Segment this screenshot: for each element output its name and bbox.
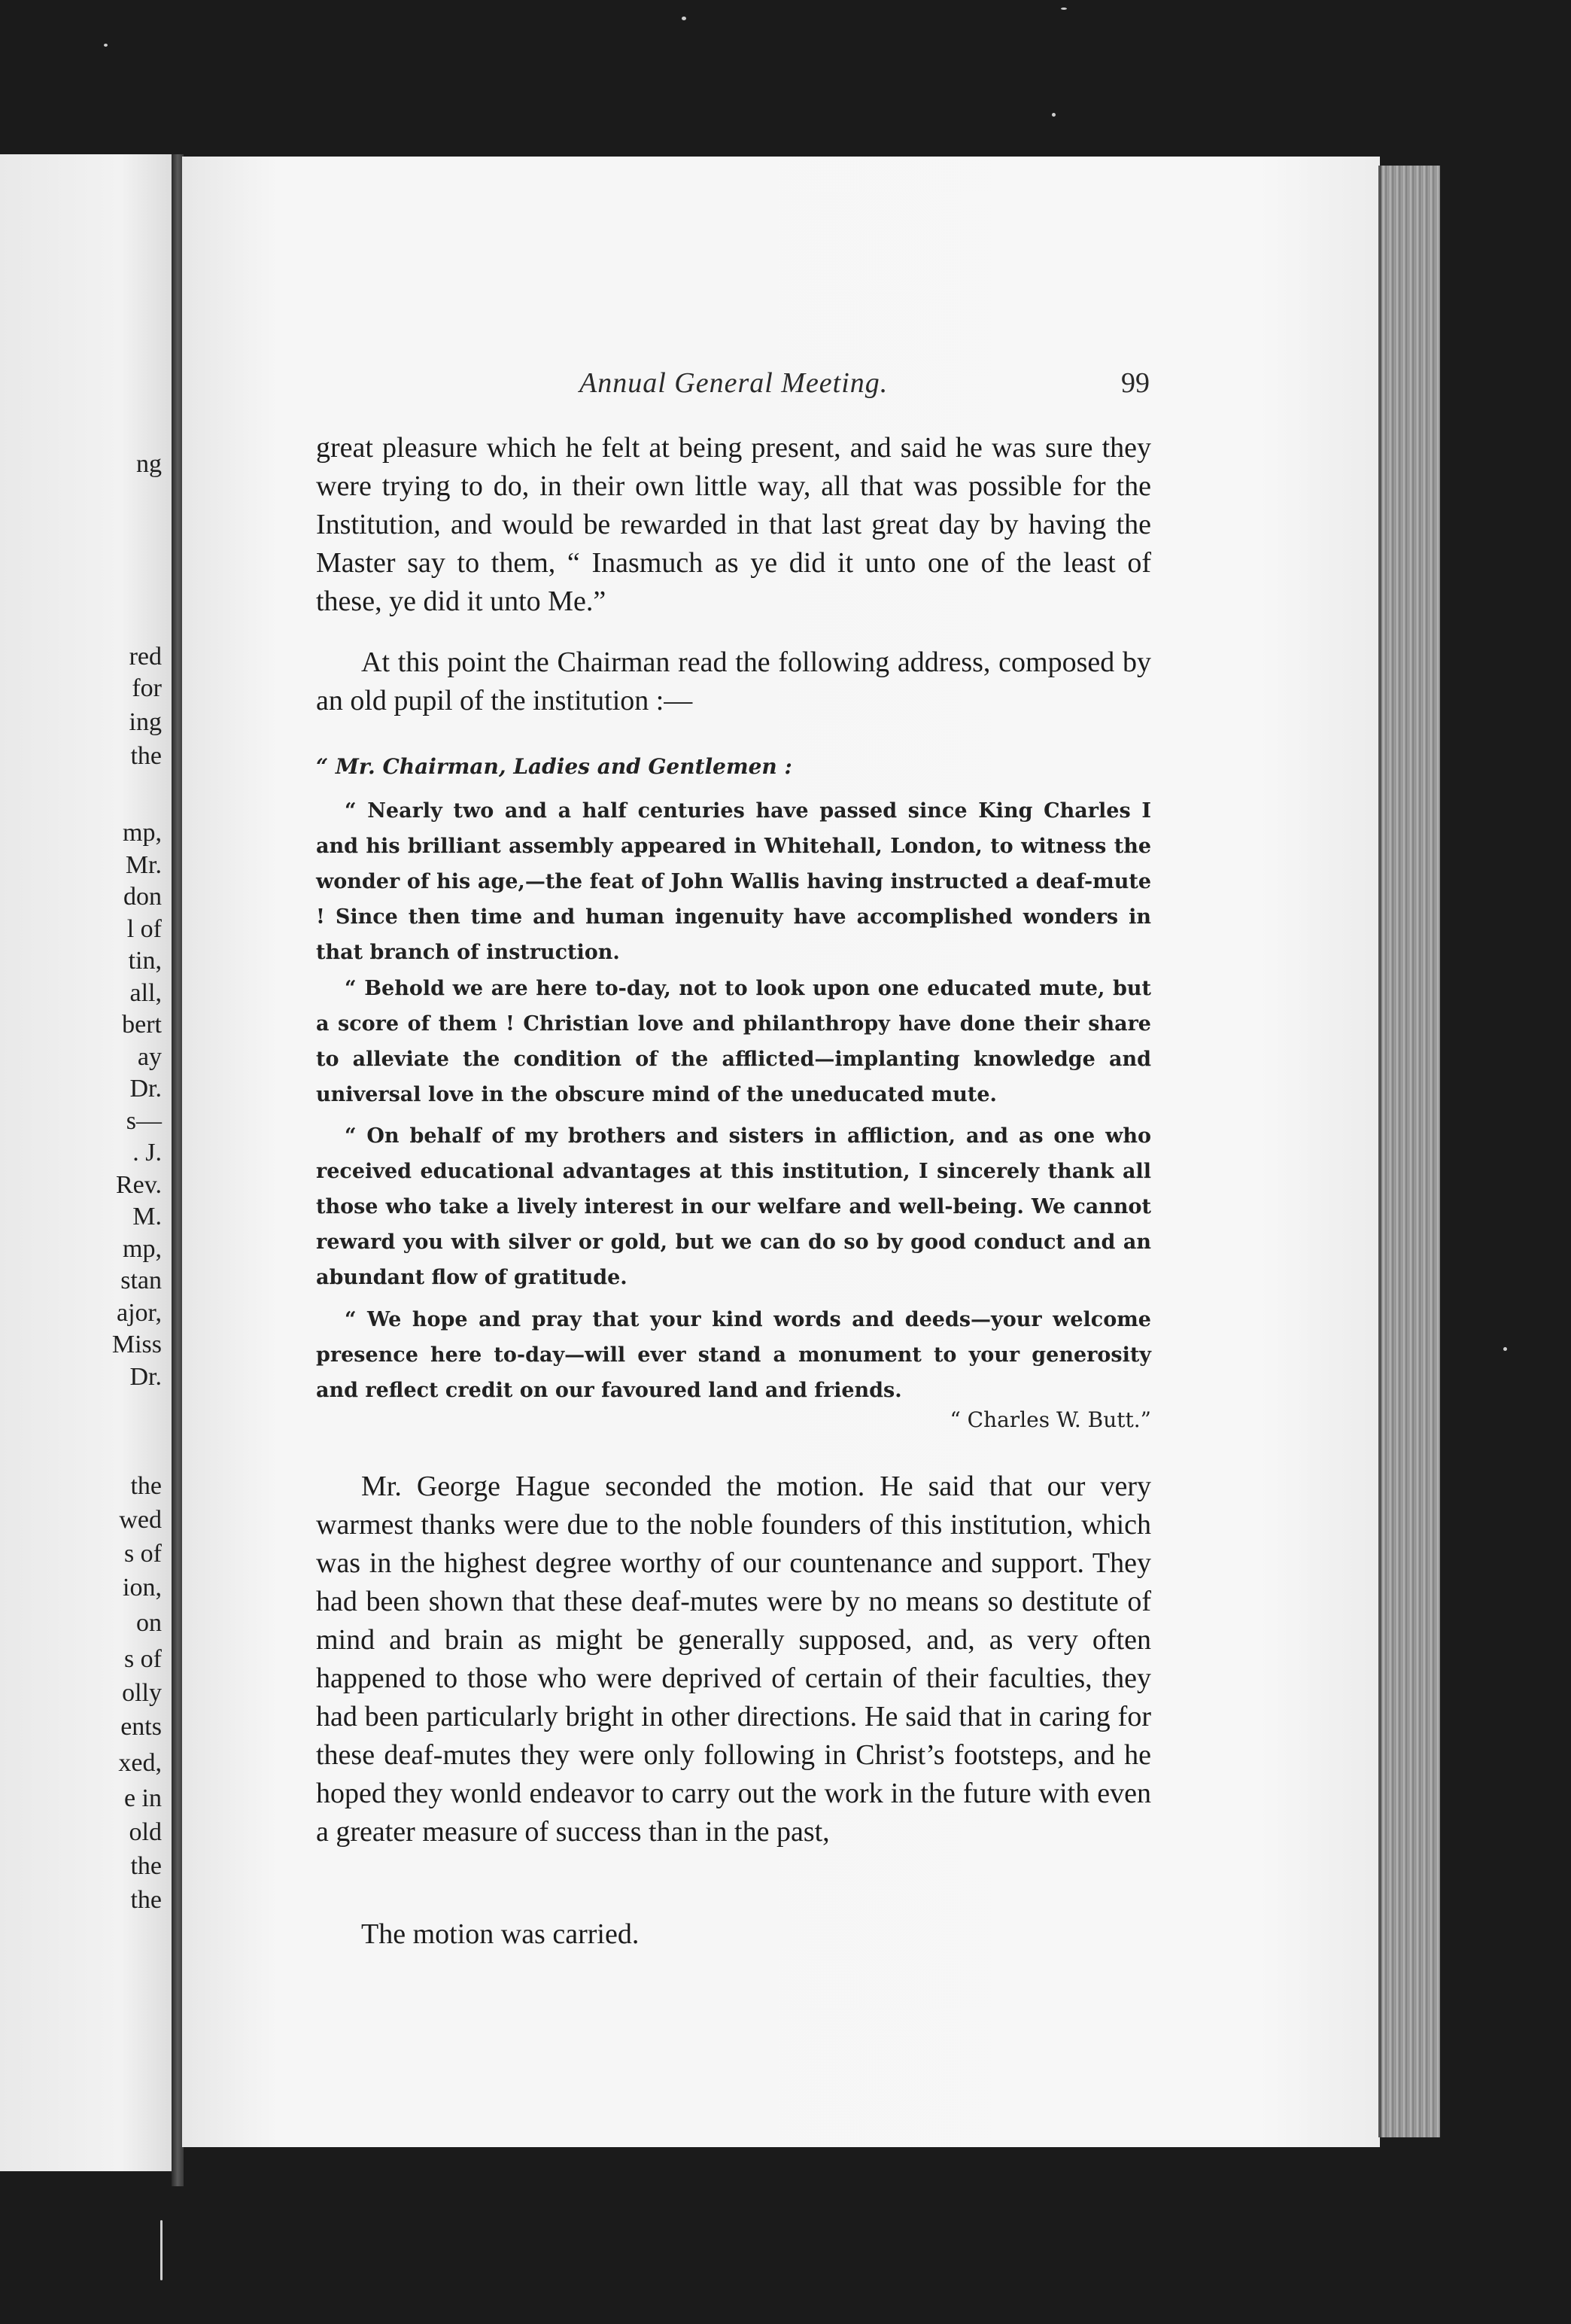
dust-speck	[1503, 1347, 1507, 1351]
paragraph-1: great pleasure which he felt at being present, and said he was sure they were trying to do, in their own little way, all that was possible for the Institution, and would be rewarded in that last great day by having the Master say to them, “ Inasmuch as ye did it unto one of the least of these, ye did it unto Me.”	[316, 432, 1151, 617]
dust-speck	[1061, 8, 1067, 10]
left-page-fragment: the	[130, 1852, 162, 1880]
dust-speck	[104, 44, 108, 47]
left-page-fragment: Dr.	[129, 1363, 162, 1391]
address-paragraph-1: “ Nearly two and a half centuries have passed since King Charles I and his brilliant assembly appeared in Whitehall, London, to witness the wonder of his age,—the feat of John Wallis having instructed a deaf-mute ! Since then time and human ingenuity have accomplished wonders in that branch of instruction.	[316, 799, 1151, 964]
left-page-fragment: s—	[126, 1107, 162, 1135]
left-page-fragment: wed	[119, 1506, 162, 1534]
left-page-fragment: bert	[122, 1011, 162, 1039]
paragraph-3: Mr. George Hague seconded the motion. He said that our very warmest thanks were due to the noble founders of this institution, which was in the highest degree worthy of our countenance and support. They had been shown that these deaf-mutes were by no means so destitute of mind and brain as might be generally supposed, and, as very often happened to those who were deprived of certain of their faculties, they had been particularly bright in other directions. He said that in caring for these deaf-mutes they were only following in Christ’s footsteps, and he hoped they wonld endeavor to carry out the work in the future with even a greater measure of success than in the past,	[316, 1471, 1151, 1848]
left-page-fragment: mp,	[123, 819, 162, 847]
left-page-fragment: xed,	[118, 1749, 162, 1777]
dust-speck	[160, 2220, 163, 2280]
left-page-fragment: mp,	[123, 1235, 162, 1263]
dust-speck	[1052, 113, 1056, 117]
left-page-fragment: for	[132, 674, 162, 702]
left-page-fragment: the	[130, 1886, 162, 1914]
address-paragraph-2: “ Behold we are here to-day, not to look upon one educated mute, but a score of them ! Christian love and philanthropy have done their share to alleviate the condition of the afflicted—implanting knowledge and universal love in the obscure mind of the uneducated mute.	[316, 977, 1151, 1106]
left-page-fragment: ng	[136, 450, 162, 478]
left-page-fragment: . J.	[132, 1139, 162, 1167]
left-page-fragment: all,	[129, 979, 162, 1007]
address-paragraph-3: “ On behalf of my brothers and sisters in affliction, and as one who received educational advantages at this institution, I sincerely thank all those who take a lively interest in our welfare and well-being. We cannot reward you with silver or gold, but we can do so by good conduct and an abundant flow of gratitude.	[316, 1124, 1151, 1289]
left-page-fragment: Rev.	[115, 1171, 162, 1199]
left-page-fragment: ajor,	[117, 1299, 162, 1327]
page-number: 99	[1121, 367, 1150, 399]
left-page-fragment: M.	[132, 1203, 162, 1230]
running-header: Annual General Meeting.	[579, 367, 889, 399]
left-page-fragment: red	[129, 643, 162, 671]
left-page-fragment: s of	[123, 1540, 162, 1568]
left-page-fragment: on	[136, 1609, 162, 1637]
left-page-fragment: ion,	[123, 1574, 162, 1602]
left-page-fragment: old	[129, 1818, 162, 1846]
left-page-fragment: ents	[120, 1713, 162, 1741]
page-edge	[1378, 166, 1440, 2137]
left-page-fragment: ay	[137, 1043, 162, 1071]
left-page-fragment: s of	[123, 1645, 162, 1673]
left-page-fragment: e in	[123, 1784, 162, 1812]
left-page-fragment: Mr.	[125, 851, 162, 879]
paragraph-4: The motion was carried.	[361, 1918, 640, 1950]
dust-speck	[682, 17, 686, 20]
left-page-fragment: the	[130, 1472, 162, 1500]
left-page-fragment: tin,	[128, 947, 162, 975]
paragraph-2: At this point the Chairman read the following address, composed by an old pupil of the institution :—	[316, 646, 1151, 716]
address-paragraph-4: “ We hope and pray that your kind words and deeds—your welcome presence here to-day—will ever stand a monument to your generosity and reflect credit on our favoured land and friends.	[316, 1308, 1151, 1402]
left-page-fragment: the	[130, 742, 162, 770]
left-page-fragment: ing	[129, 708, 162, 736]
left-page-fragment: don	[123, 883, 162, 911]
left-page-fragment: stan	[120, 1267, 162, 1294]
address-salutation: “ Mr. Chairman, Ladies and Gentlemen :	[316, 754, 792, 779]
address-signature: “ Charles W. Butt.”	[950, 1407, 1151, 1432]
left-page-fragment: Dr.	[129, 1075, 162, 1103]
left-page-fragment: Miss	[111, 1331, 162, 1358]
left-page-fragment: l of	[126, 915, 162, 943]
left-page-fragment: olly	[122, 1679, 162, 1707]
